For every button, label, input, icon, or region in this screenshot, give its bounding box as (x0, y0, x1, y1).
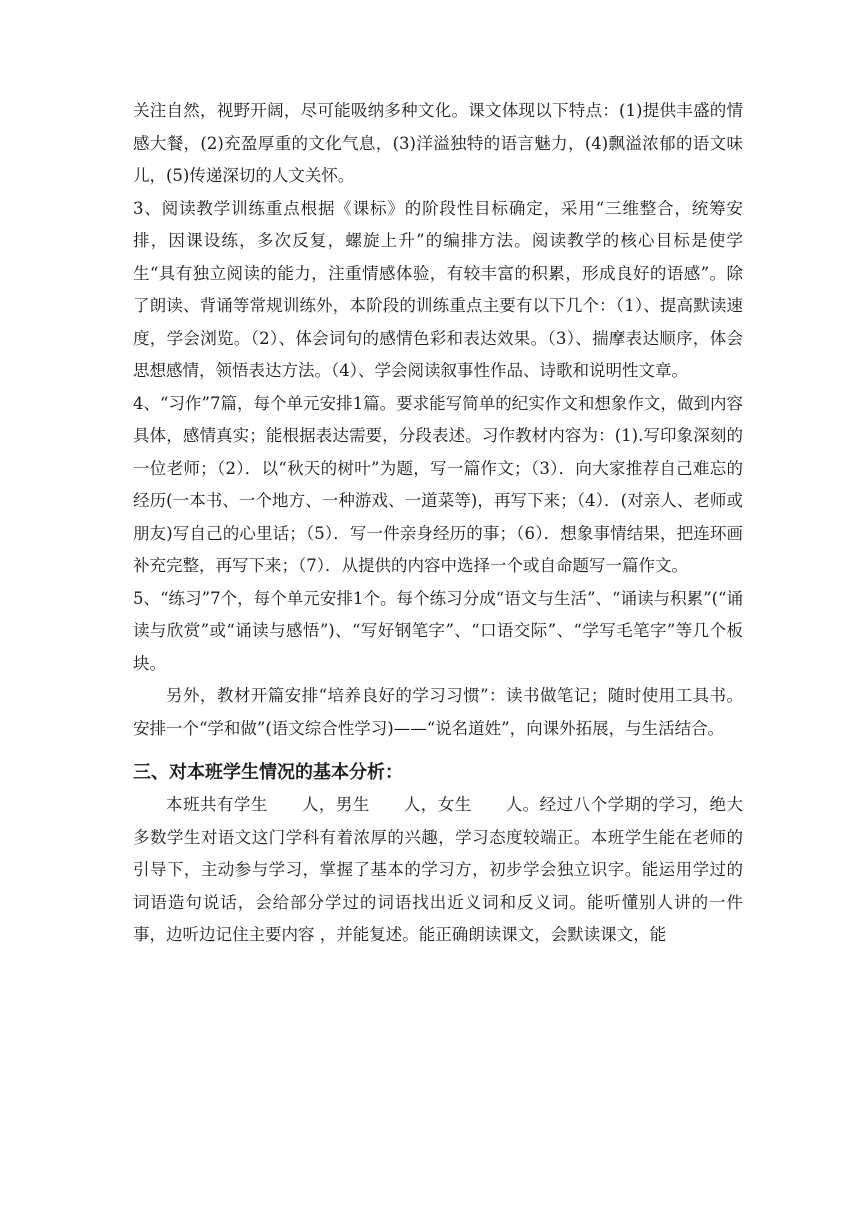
paragraph-student-analysis: 本班共有学生 人，男生 人，女生 人。经过八个学期的学习，绝大多数学生对语文这门学科有着浓厚的兴趣，学习态度较端正。本班学生能在老师的引导下，主动参与学习，掌握了基本的学习方，初步学会独立识字。能运用学过的词语造句说话，会给部分学过的词语找出近义词和反义词。能听懂别人讲的一件事，边听边记住主要内容 ，并能复述。能正确朗读课文，会默读课文，能 (133, 795, 743, 944)
section-heading-student-analysis: 三、对本班学生情况的基本分析： (133, 762, 403, 783)
paragraph-reading-training: 3、阅读教学训练重点根据《课标》的阶段性目标确定，采用“三维整合，统筹安排，因课设练，多次反复，螺旋上升”的编排方法。阅读教学的核心目标是使学生“具有独立阅读的能力，注重情感体验，有较丰富的积累，形成良好的语感”。除了朗读、背诵等常规训练外，本阶段的训练重点主要有以下几个：（1）、提高默读速度，学会浏览。（2）、体会词句的感情色彩和表达效果。（3）、揣摩表达顺序，体会思想感情，领悟表达方法。（4）、学会阅读叙事性作品、诗歌和说明性文章。 (133, 198, 743, 380)
document-page (133, 95, 743, 952)
paragraph-exercises: 5、“练习”7个，每个单元安排1个。每个练习分成“语文与生活”、“诵读与积累”(“诵读与欣赏”或“诵读与感悟”)、“写好钢笔字”、“口语交际”、“学写毛笔字”等几个板块。 (133, 588, 743, 673)
paragraph-writing-tasks: 4、“习作”7篇，每个单元安排1篇。要求能写简单的纪实作文和想象作文，做到内容具体，感情真实；能根据表达需要，分段表述。习作教材内容为：(1).写印象深刻的一位老师；（2）．以“秋天的树叶”为题，写一篇作文；（3）．向大家推荐自己难忘的经历(一本书、一个地方、一种游戏、一道菜等)，再写下来；（4）．(对亲人、老师或朋友)写自己的心里话；（5）．写一件亲身经历的事；（6）．想象事情结果，把连环画补充完整，再写下来；（7）．从提供的内容中选择一个或自命题写一篇作文。 (133, 393, 743, 575)
paragraph-text-features: 关注自然，视野开阔，尽可能吸纳多种文化。课文体现以下特点：(1)提供丰盛的情感大餐，(2)充盈厚重的文化气息，(3)洋溢独特的语言魅力，(4)飘溢浓郁的语文味儿，(5)传递深切的人文关怀。 (133, 101, 743, 185)
paragraph-extra-arrangement: 另外，教材开篇安排“培养良好的学习习惯”：读书做笔记；随时使用工具书。安排一个“学和做”(语文综合性学习)——“说名道姓”，向课外拓展，与生活结合。 (133, 686, 743, 738)
